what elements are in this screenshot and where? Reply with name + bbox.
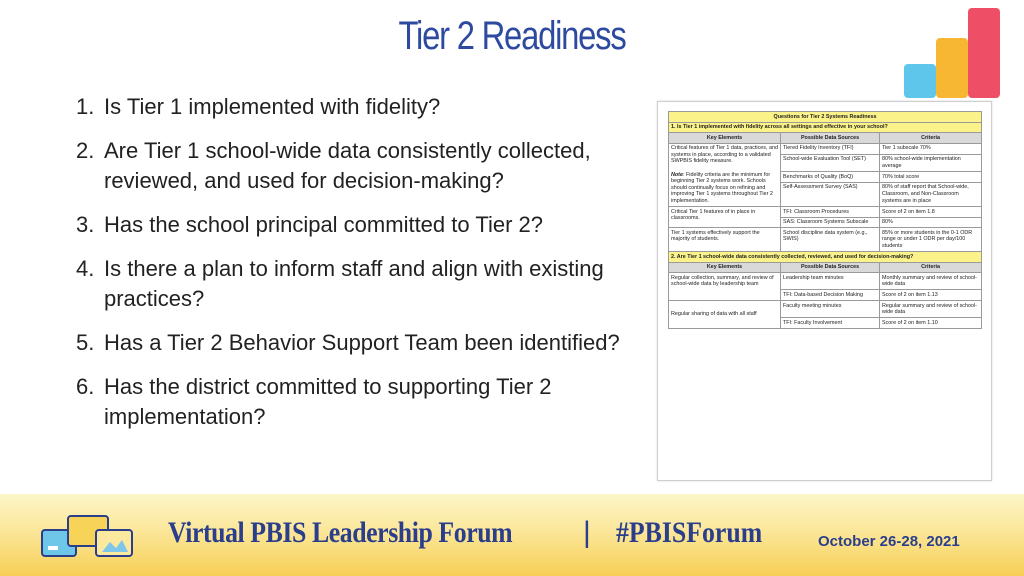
logo-bar-red xyxy=(968,8,1000,98)
table-cell: TFI: Faculty Involvement xyxy=(781,318,880,329)
table-cell: TFI: Classroom Procedures xyxy=(781,207,880,218)
table-cell: Score of 2 on item 1.8 xyxy=(880,207,982,218)
question-2-row: 2. Are Tier 1 school-wide data consistently collected, reviewed, and used for decision-making? xyxy=(669,252,982,263)
question-item: 5. Has a Tier 2 Behavior Support Team been identified? xyxy=(76,330,620,355)
logo-bar-yellow xyxy=(936,38,968,98)
table-title: Questions for Tier 2 Systems Readiness xyxy=(669,112,982,123)
table-cell: Regular collection, summary, and review of school-wide data by leadership team xyxy=(669,273,781,301)
col-header-data-sources: Possible Data Sources xyxy=(781,133,880,144)
table-cell: Score of 2 on item 1.10 xyxy=(880,318,982,329)
footer-separator: | xyxy=(583,516,591,549)
table-cell: 80% of staff report that School-wide, Classroom, and Non-Classroom systems are in place xyxy=(880,182,982,206)
forum-logo-icon xyxy=(40,512,136,562)
table-cell: School-wide Evaluation Tool (SET) xyxy=(781,154,880,172)
table-cell: SAS: Classroom Systems Subscale xyxy=(781,217,880,228)
question-item: 6. Has the district committed to supporting Tier 2 implementation? xyxy=(76,374,552,429)
table-cell: Critical features of Tier 1 data, practices, and systems in place, according to a validated SWPBIS fidelity measure. Note: Fidelity criteria are the minimum for beginning Tier 2 systems work. Schools should continually focus on refining and improving Tier 1 systems throughout Tier 2 implementation. xyxy=(669,143,781,206)
question-text: Are Tier 1 school-wide data consistently collected, reviewed, and used for decision-making? xyxy=(104,138,591,193)
footer-title: Virtual PBIS Leadership Forum xyxy=(168,516,513,549)
question-item: 3. Has the school principal committed to Tier 2? xyxy=(76,212,543,237)
table-cell: Faculty meeting minutes xyxy=(781,301,880,318)
table-cell: Tiered Fidelity Inventory (TFI) xyxy=(781,143,880,154)
table-cell: 70% total score xyxy=(880,172,982,183)
table-cell: Critical Tier 1 features of in place in classrooms. xyxy=(669,207,781,228)
table-cell: Regular summary and review of school-wide data xyxy=(880,301,982,318)
table-cell: Self-Assessment Survey (SAS) xyxy=(781,182,880,206)
readiness-table-image xyxy=(657,101,992,481)
col-header-key-elements: Key Elements xyxy=(669,133,781,144)
col-header-criteria: Criteria xyxy=(880,262,982,273)
table-cell: 85% or more students in the 0-1 ODR range or under 1 ODR per day/100 students xyxy=(880,228,982,252)
question-text: Has the district committed to supporting Tier 2 implementation? xyxy=(104,374,552,429)
question-text: Has the school principal committed to Tier 2? xyxy=(104,212,543,237)
question-text: Is Tier 1 implemented with fidelity? xyxy=(104,94,441,119)
table-cell: Tier 1 systems effectively support the majority of students. xyxy=(669,228,781,252)
table-cell: 80% school-wide implementation average xyxy=(880,154,982,172)
table-cell: Monthly summary and review of school-wide data xyxy=(880,273,982,290)
table-cell: Tier 1 subscale 70% xyxy=(880,143,982,154)
table-cell: TFI: Data-based Decision Making xyxy=(781,290,880,301)
table-cell: Regular sharing of data with all staff xyxy=(669,301,781,329)
question-text: Is there a plan to inform staff and align with existing practices? xyxy=(104,256,604,311)
question-list xyxy=(76,92,656,446)
table-cell: Benchmarks of Quality (BoQ) xyxy=(781,172,880,183)
question-text: Has a Tier 2 Behavior Support Team been identified? xyxy=(104,330,620,355)
col-header-key-elements: Key Elements xyxy=(669,262,781,273)
table-cell: School discipline data system (e.g., SWIS) xyxy=(781,228,880,252)
footer-banner xyxy=(0,494,1024,576)
logo-bar-blue xyxy=(904,64,936,98)
table-cell: Score of 2 on item 1.13 xyxy=(880,290,982,301)
footer-date: October 26-28, 2021 xyxy=(818,533,960,550)
question-item: 1. Is Tier 1 implemented with fidelity? xyxy=(76,94,441,119)
table-cell: Leadership team minutes xyxy=(781,273,880,290)
readiness-table xyxy=(668,111,982,329)
question-item: 4. Is there a plan to inform staff and align with existing practices? xyxy=(76,256,604,311)
question-item: 2. Are Tier 1 school-wide data consistently collected, reviewed, and used for decision-making? xyxy=(76,138,591,193)
col-header-data-sources: Possible Data Sources xyxy=(781,262,880,273)
footer-hashtag: #PBISForum xyxy=(616,516,763,549)
table-cell: 80% xyxy=(880,217,982,228)
page-title: Tier 2 Readiness xyxy=(398,14,626,58)
question-1-row: 1. Is Tier 1 implemented with fidelity across all settings and effective in your school? xyxy=(669,122,982,133)
col-header-criteria: Criteria xyxy=(880,133,982,144)
